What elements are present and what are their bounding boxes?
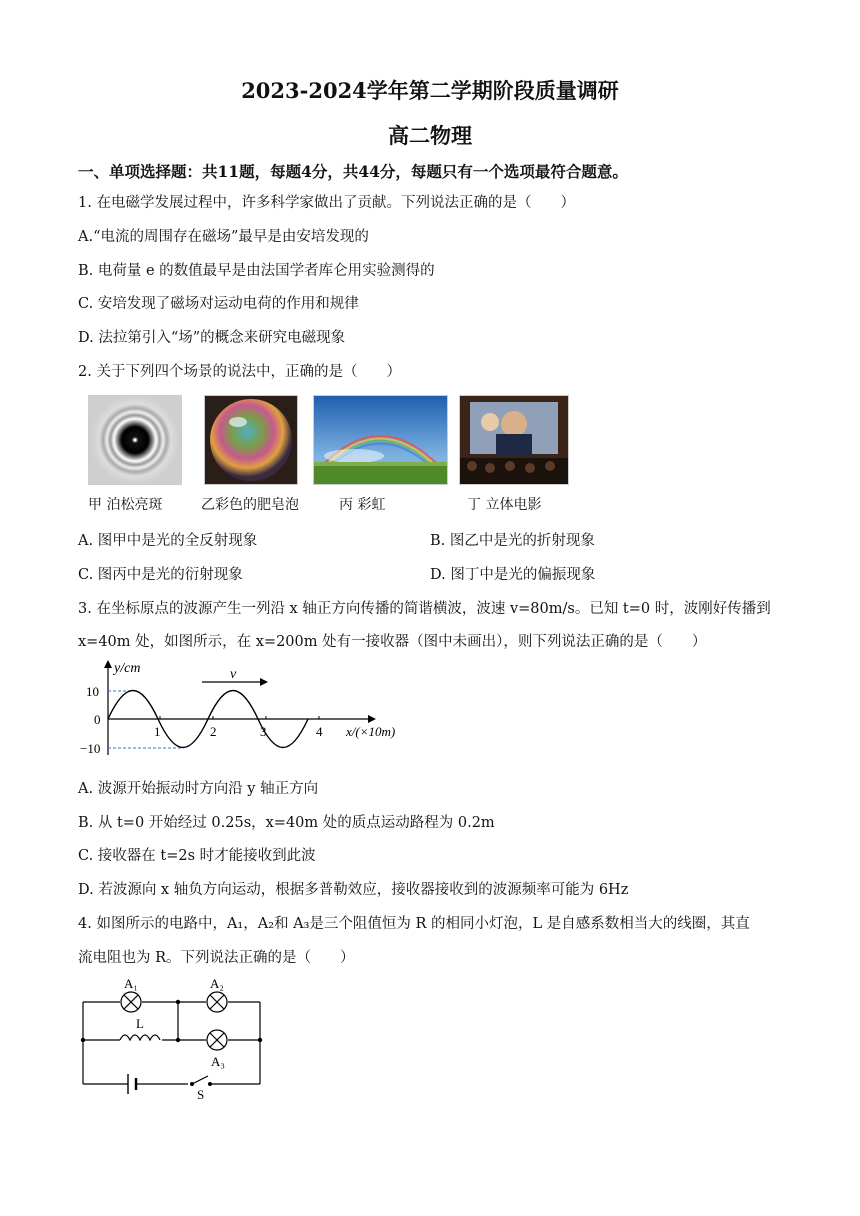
inductor-label: L (136, 1016, 144, 1031)
exam-title: 2023-2024学年第二学期阶段质量调研 (241, 78, 619, 103)
3d-movie-image (459, 395, 569, 485)
caption-jia: 甲 泊松亮斑 (88, 497, 163, 513)
q2-stem: 2. 关于下列四个场景的说法中，正确的是（ ） (78, 364, 401, 380)
graph-xtick-2: 2 (210, 724, 217, 739)
lamp-a1-label: A₁ (124, 976, 138, 991)
q4-stem-line1: 4. 如图所示的电路中，A₁，A₂和 A₃是三个阻值恒为 R 的相同小灯泡，L 是自感系数相当大的线圈，其直 (78, 916, 750, 932)
graph-v-label: v (230, 667, 237, 682)
q3-stem-line2: x=40m 处，如图所示，在 x=200m 处有一接收器（图中未画出），则下列说法正确的是（ ） (78, 634, 707, 650)
q1-option-c: C. 安培发现了磁场对运动电荷的作用和规律 (78, 296, 359, 312)
q2-option-b: B. 图乙中是光的折射现象 (430, 533, 595, 549)
q1-option-d: D. 法拉第引入“场”的概念来研究电磁现象 (78, 330, 346, 346)
graph-xlabel: x/(×10m) (346, 724, 396, 739)
wave-graph (78, 660, 418, 760)
section-heading: 一、单项选择题：共11题，每题4分，共44分，每题只有一个选项最符合题意。 (78, 162, 628, 181)
q3-stem-line1: 3. 在坐标原点的波源产生一列沿 x 轴正方向传播的简谐横波，波速 v=80m/s。已知 t=0 时，波刚好传播到 (78, 601, 771, 617)
graph-xtick-1: 1 (154, 724, 161, 739)
poisson-spot-image (88, 395, 182, 485)
q2-option-a: A. 图甲中是光的全反射现象 (78, 533, 258, 549)
graph-ytick-10: 10 (86, 684, 99, 699)
soap-bubble-image (204, 395, 298, 485)
subject-title: 高二物理 (388, 123, 472, 148)
circuit-diagram (78, 972, 278, 1100)
q1-stem: 1. 在电磁学发展过程中，许多科学家做出了贡献。下列说法正确的是（ ） (78, 195, 575, 211)
q1-option-a: A.“电流的周围存在磁场”最早是由安培发现的 (78, 229, 369, 245)
lamp-a2-label: A₂ (210, 976, 224, 991)
graph-ylabel: y/cm (114, 661, 141, 676)
q1-option-b: B. 电荷量 e 的数值最早是由法国学者库仑用实验测得的 (78, 263, 435, 279)
q3-option-d: D. 若波源向 x 轴负方向运动，根据多普勒效应，接收器接收到的波源频率可能为 6Hz (78, 882, 629, 898)
q3-option-c: C. 接收器在 t=2s 时才能接收到此波 (78, 848, 316, 864)
rainbow-image (313, 395, 448, 485)
lamp-a3-label: A₃ (211, 1054, 225, 1069)
q3-option-b: B. 从 t=0 开始经过 0.25s，x=40m 处的质点运动路程为 0.2m (78, 815, 495, 831)
q4-stem-line2: 流电阻也为 R。下列说法正确的是（ ） (78, 950, 355, 966)
caption-ding: 丁 立体电影 (467, 497, 542, 513)
q2-option-d: D. 图丁中是光的偏振现象 (430, 567, 596, 583)
q2-option-c: C. 图丙中是光的衍射现象 (78, 567, 243, 583)
q3-option-a: A. 波源开始振动时方向沿 y 轴正方向 (78, 781, 319, 797)
caption-bing: 丙 彩虹 (339, 497, 386, 513)
graph-ytick-neg10: −10 (80, 741, 101, 756)
switch-label: S (197, 1087, 205, 1100)
graph-xtick-3: 3 (260, 724, 267, 739)
graph-ytick-0: 0 (94, 712, 101, 727)
caption-yi: 乙彩色的肥皂泡 (201, 497, 299, 513)
graph-xtick-4: 4 (316, 724, 323, 739)
